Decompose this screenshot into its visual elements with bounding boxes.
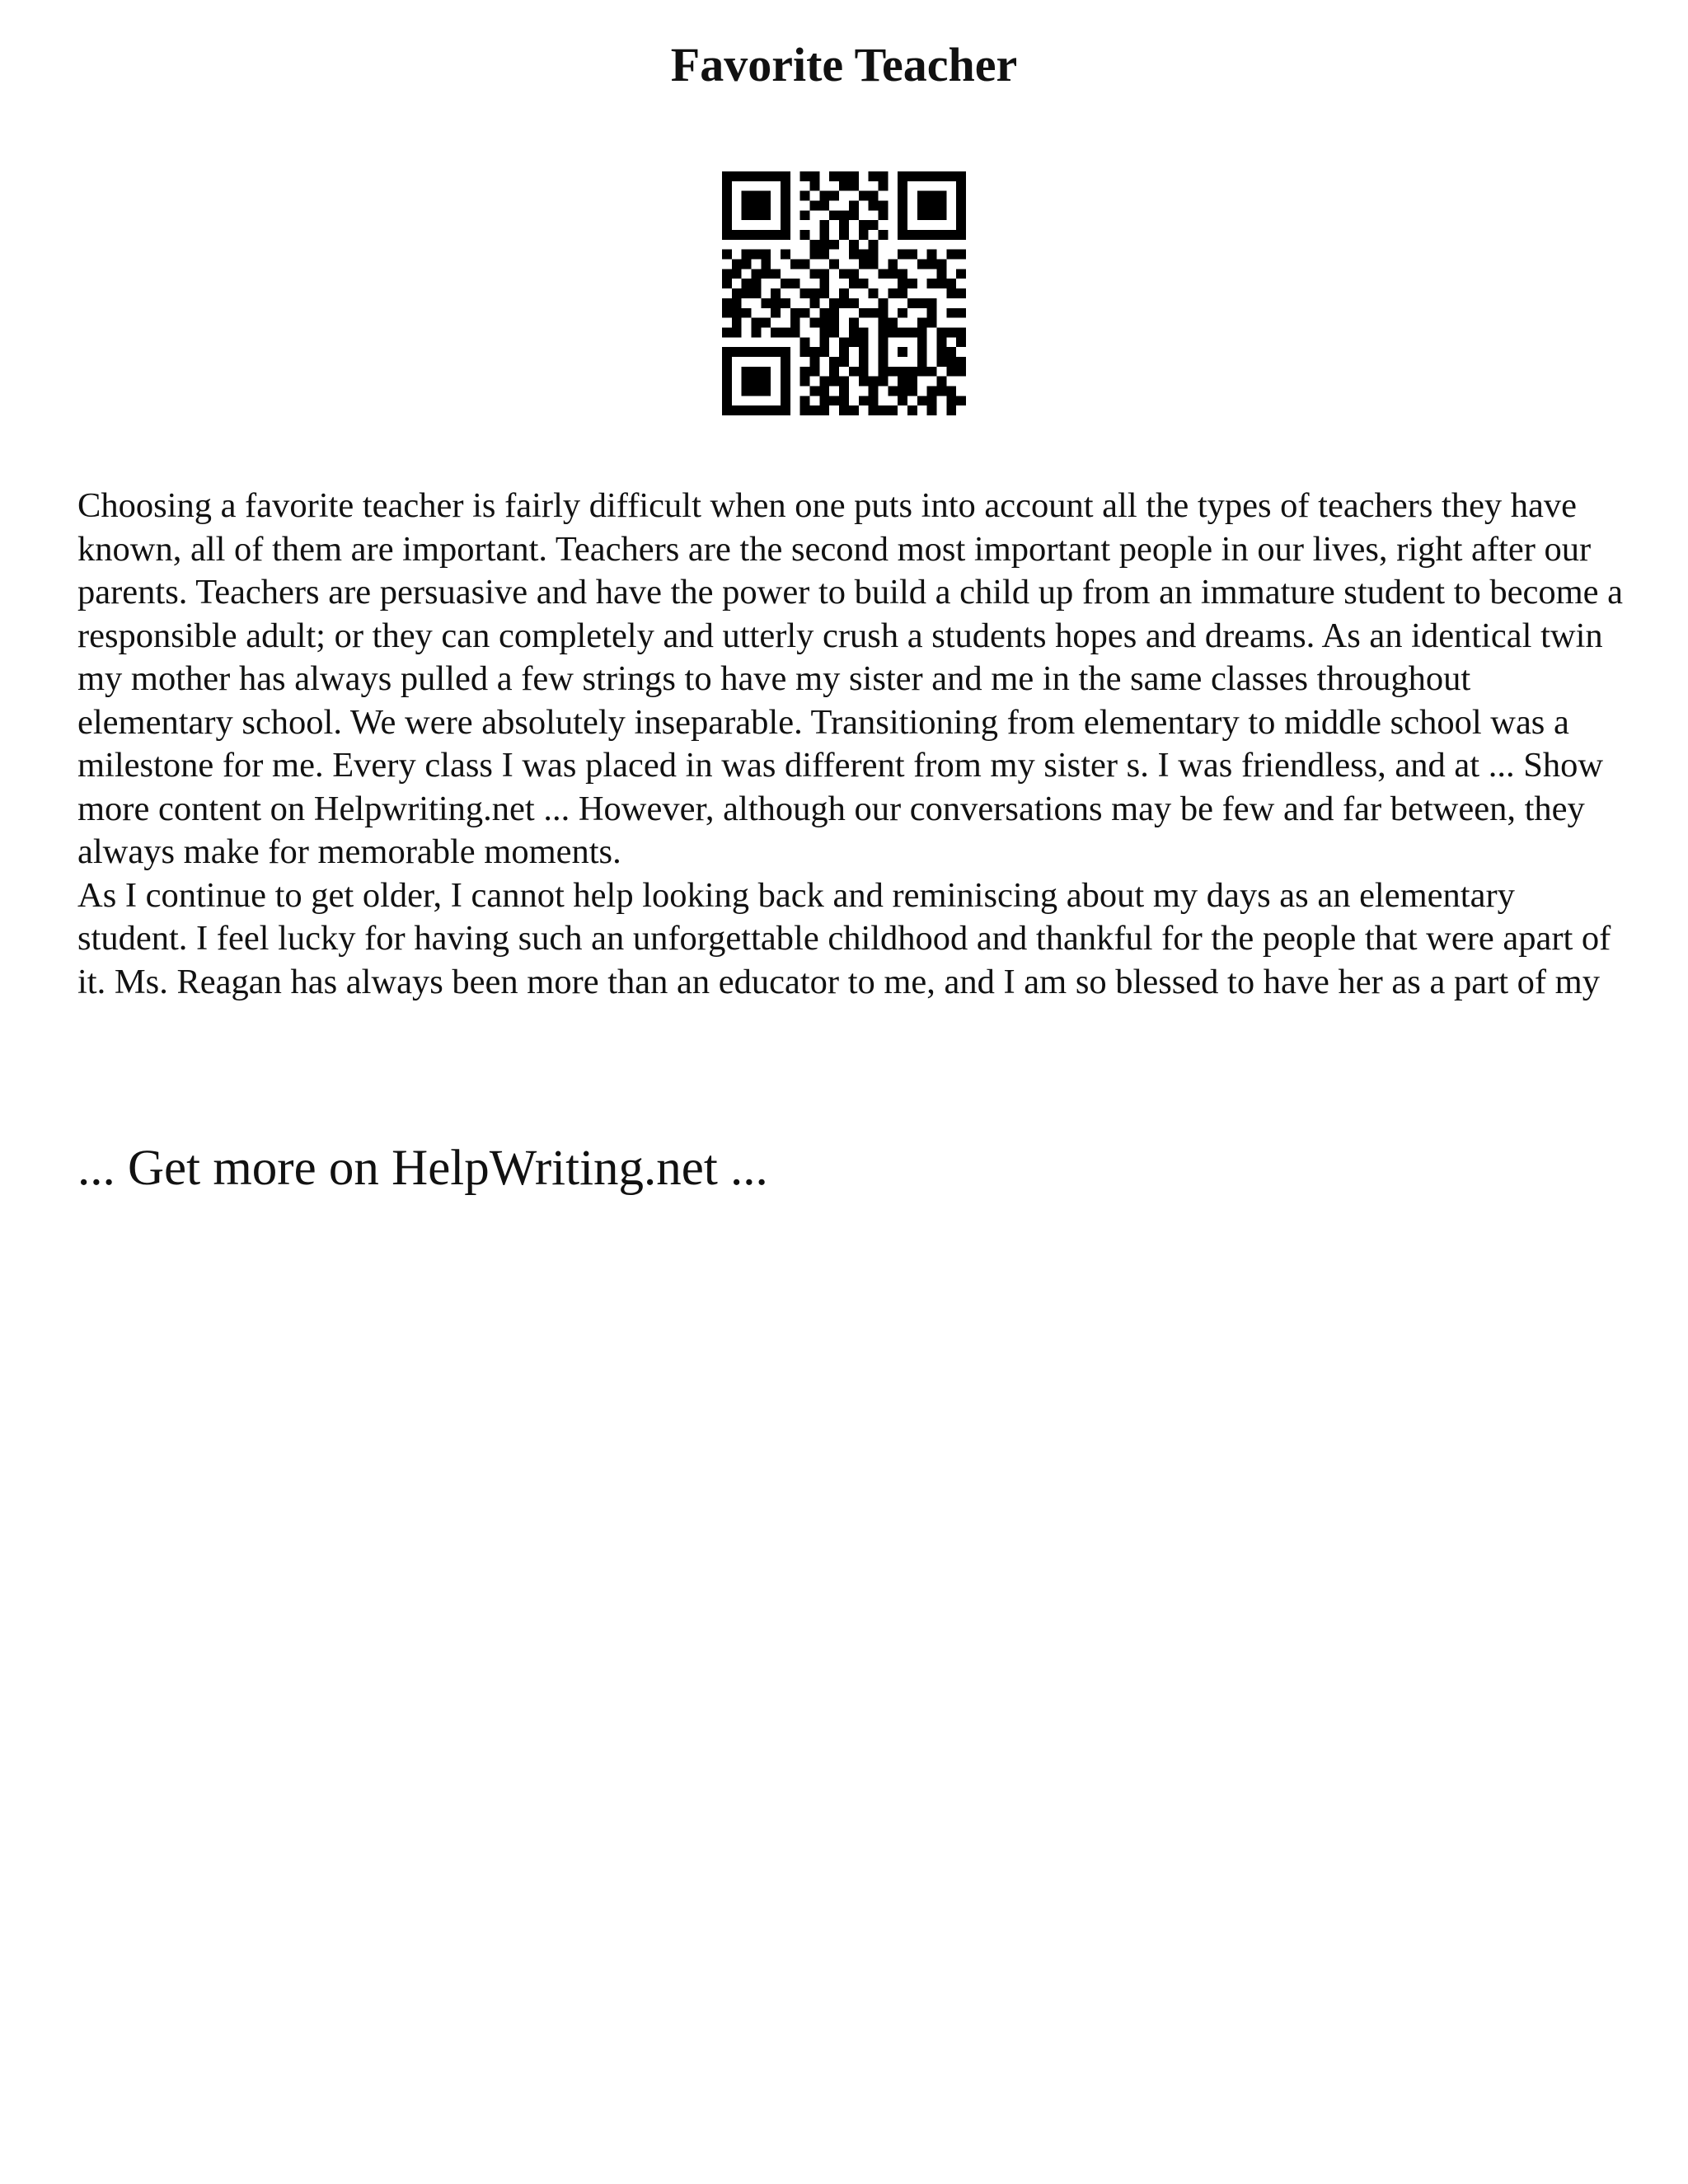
body-paragraph-1: Choosing a favorite teacher is fairly difficult when one puts into account all the types of teachers they have known, all of them are important. Teachers are the second most important people in our lives, right after our parents. Teachers are persuasive and have the power to build a child up from an immature student to become a responsible adult; or they can completely and utterly crush a students hopes and dreams. As an identical twin my mother has always pulled a few strings to have my sister and me in the same classes throughout elementary school. We were absolutely inseparable. Transitioning from elementary to middle school was a milestone for me. Every class I was placed in was different from my sister s. I was friendless, and at ... Show more content on Helpwriting.net ... However, although our conversations may be few and far between, they always make for memorable moments.	[77, 486, 1624, 871]
page-title: Favorite Teacher	[670, 38, 1018, 91]
qr-code-icon	[722, 171, 966, 415]
body-text	[77, 485, 1627, 1004]
get-more-link[interactable]: ... Get more on HelpWriting.net ...	[77, 1141, 768, 1196]
body-paragraph-2: As I continue to get older, I cannot help looking back and reminiscing about my days as an elementary student. I feel lucky for having such an unforgettable childhood and thankful for the people that were apart of it. Ms. Reagan has always been more than an educator to me, and I am so blessed to have her as a part of my	[77, 875, 1611, 1001]
